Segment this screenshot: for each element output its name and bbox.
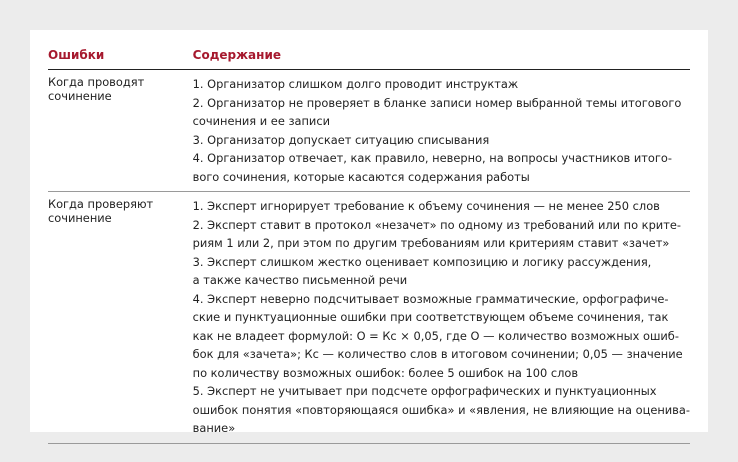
- table-row: [48, 70, 690, 192]
- content-line: 2. Организатор не проверяет в бланке записи номер выбранной темы итогового: [192, 95, 682, 110]
- document-card: [30, 30, 708, 435]
- content-line: ские и пунктуационные ошибки при соответствующем объеме сочинения, так: [192, 310, 669, 324]
- errors-table: [48, 44, 690, 444]
- content-line: 4. Организатор отвечает, как правило, неверно, на вопросы участников итого-: [192, 151, 672, 165]
- row-content: [193, 70, 690, 192]
- content-line: 3. Организатор допускает ситуацию списывания: [192, 132, 490, 147]
- header-errors: Ошибки: [48, 44, 193, 70]
- content-line: 2. Эксперт ставит в протокол «незачет» по одному из требований или по крите-: [192, 217, 681, 232]
- row-content: [193, 192, 690, 444]
- content-line: а также качество письменной речи: [192, 273, 408, 287]
- content-line: 1. Организатор слишком долго проводит инструктаж: [192, 77, 519, 91]
- content-line: вание»: [192, 421, 236, 435]
- content-line: 3. Эксперт слишком жестко оценивает композицию и логику рассуждения,: [192, 254, 652, 269]
- content-line: 4. Эксперт неверно подсчитывает возможные грамматические, орфографиче-: [192, 291, 669, 306]
- table-header-row: [48, 44, 690, 70]
- content-line: вого сочинения, которые касаются содержания работы: [192, 169, 530, 184]
- table-row: [48, 192, 690, 444]
- content-line: 1. Эксперт игнорирует требование к объему сочинения — не менее 250 слов: [192, 199, 660, 213]
- header-content: Содержание: [193, 44, 690, 70]
- content-line: риям 1 или 2, при этом по другим требованиям или критериям ставит «зачет»: [192, 236, 670, 250]
- content-line: по количеству возможных ошибок: более 5 ошибок на 100 слов: [192, 365, 579, 380]
- content-line: сочинения и ее записи: [192, 114, 330, 128]
- content-line: 5. Эксперт не учитывает при подсчете орфографических и пунктуационных: [192, 384, 657, 398]
- content-line: как не владеет формулой: O = Кс × 0,05, где O — количество возможных ошиб-: [192, 328, 679, 343]
- content-line: бок для «зачета»; Кс — количество слов в итоговом сочинении; 0,05 — значение: [192, 347, 683, 361]
- row-label: Когда проверяют сочинение: [48, 192, 193, 444]
- content-line: ошибок понятия «повторяющаяся ошибка» и «явления, не влияющие на оценива-: [192, 402, 690, 417]
- row-label: Когда проводят сочинение: [48, 70, 193, 192]
